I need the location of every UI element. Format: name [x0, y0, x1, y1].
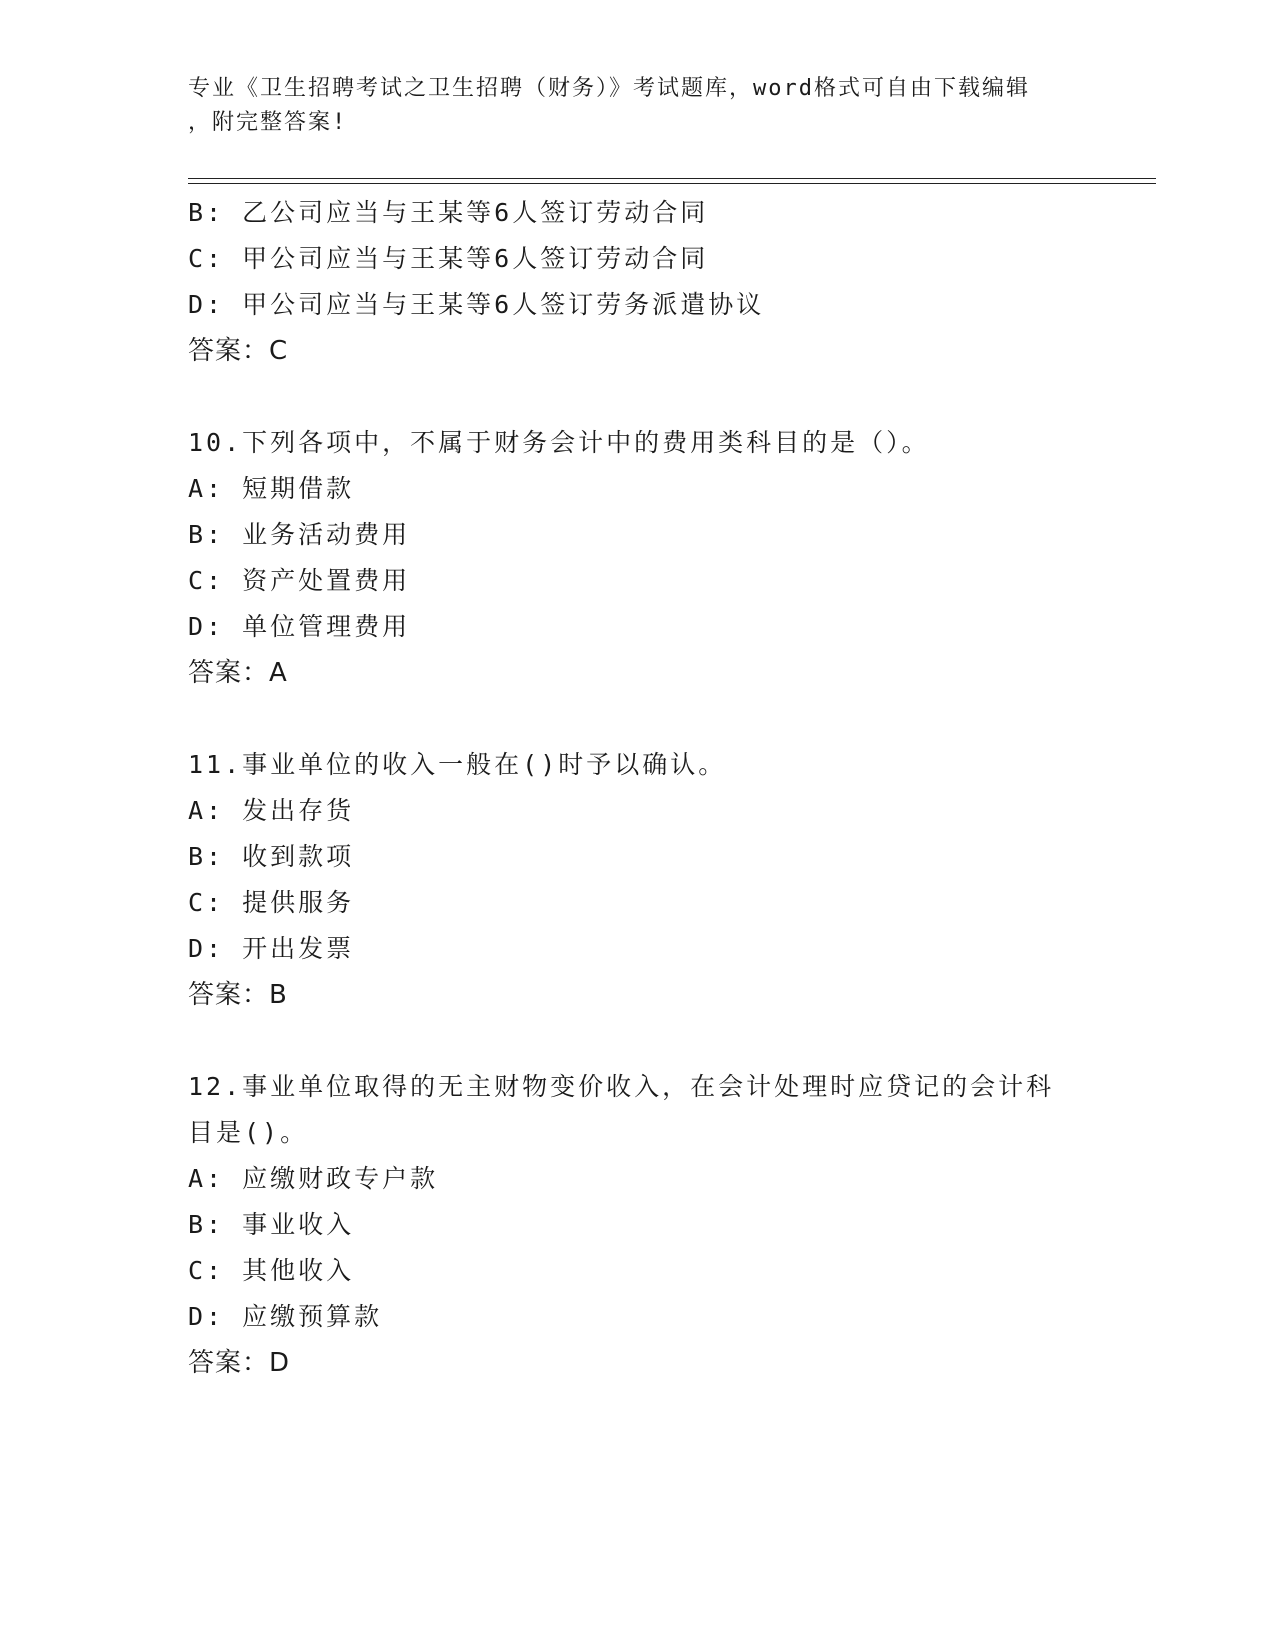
option-c: C: 其他收入 — [188, 1256, 355, 1285]
option-c: C: 提供服务 — [188, 888, 355, 917]
answer: 答案：A — [188, 658, 288, 688]
spacer — [188, 696, 1088, 742]
option-d: D: 单位管理费用 — [188, 612, 411, 641]
header-divider-bottom — [188, 183, 1156, 184]
header-line-1: 专业《卫生招聘考试之卫生招聘（财务）》考试题库，word格式可自由下载编辑 — [188, 76, 1030, 101]
header-line-2: ，附完整答案! — [188, 110, 348, 135]
question-12 — [188, 1064, 1088, 1386]
option-b: B: 业务活动费用 — [188, 520, 411, 549]
option-b: B: 乙公司应当与王某等6人签订劳动合同 — [188, 198, 709, 227]
answer: 答案：D — [188, 1348, 291, 1378]
question-11 — [188, 742, 1088, 1018]
question-stem: 11.事业单位的收入一般在()时予以确认。 — [188, 750, 727, 779]
spacer — [188, 1018, 1088, 1064]
option-d: D: 甲公司应当与王某等6人签订劳务派遣协议 — [188, 290, 765, 319]
option-a: A: 应缴财政专户款 — [188, 1164, 439, 1193]
option-a: A: 发出存货 — [188, 796, 355, 825]
answer: 答案：B — [188, 980, 288, 1010]
option-c: C: 资产处置费用 — [188, 566, 411, 595]
option-c: C: 甲公司应当与王某等6人签订劳动合同 — [188, 244, 709, 273]
option-d: D: 应缴预算款 — [188, 1302, 383, 1331]
question-stem-line-2: 目是()。 — [188, 1118, 309, 1147]
document-header — [188, 72, 1078, 140]
option-b: B: 事业收入 — [188, 1210, 355, 1239]
header-divider-top — [188, 178, 1156, 179]
option-d: D: 开出发票 — [188, 934, 355, 963]
question-9 — [188, 190, 1088, 374]
option-b: B: 收到款项 — [188, 842, 355, 871]
question-10 — [188, 420, 1088, 696]
question-stem-line-1: 12.事业单位取得的无主财物变价收入，在会计处理时应贷记的会计科 — [188, 1072, 1055, 1101]
question-stem: 10.下列各项中，不属于财务会计中的费用类科目的是（）。 — [188, 428, 930, 457]
spacer — [188, 374, 1088, 420]
option-a: A: 短期借款 — [188, 474, 355, 503]
answer: 答案：C — [188, 336, 289, 366]
question-list — [188, 190, 1088, 1386]
